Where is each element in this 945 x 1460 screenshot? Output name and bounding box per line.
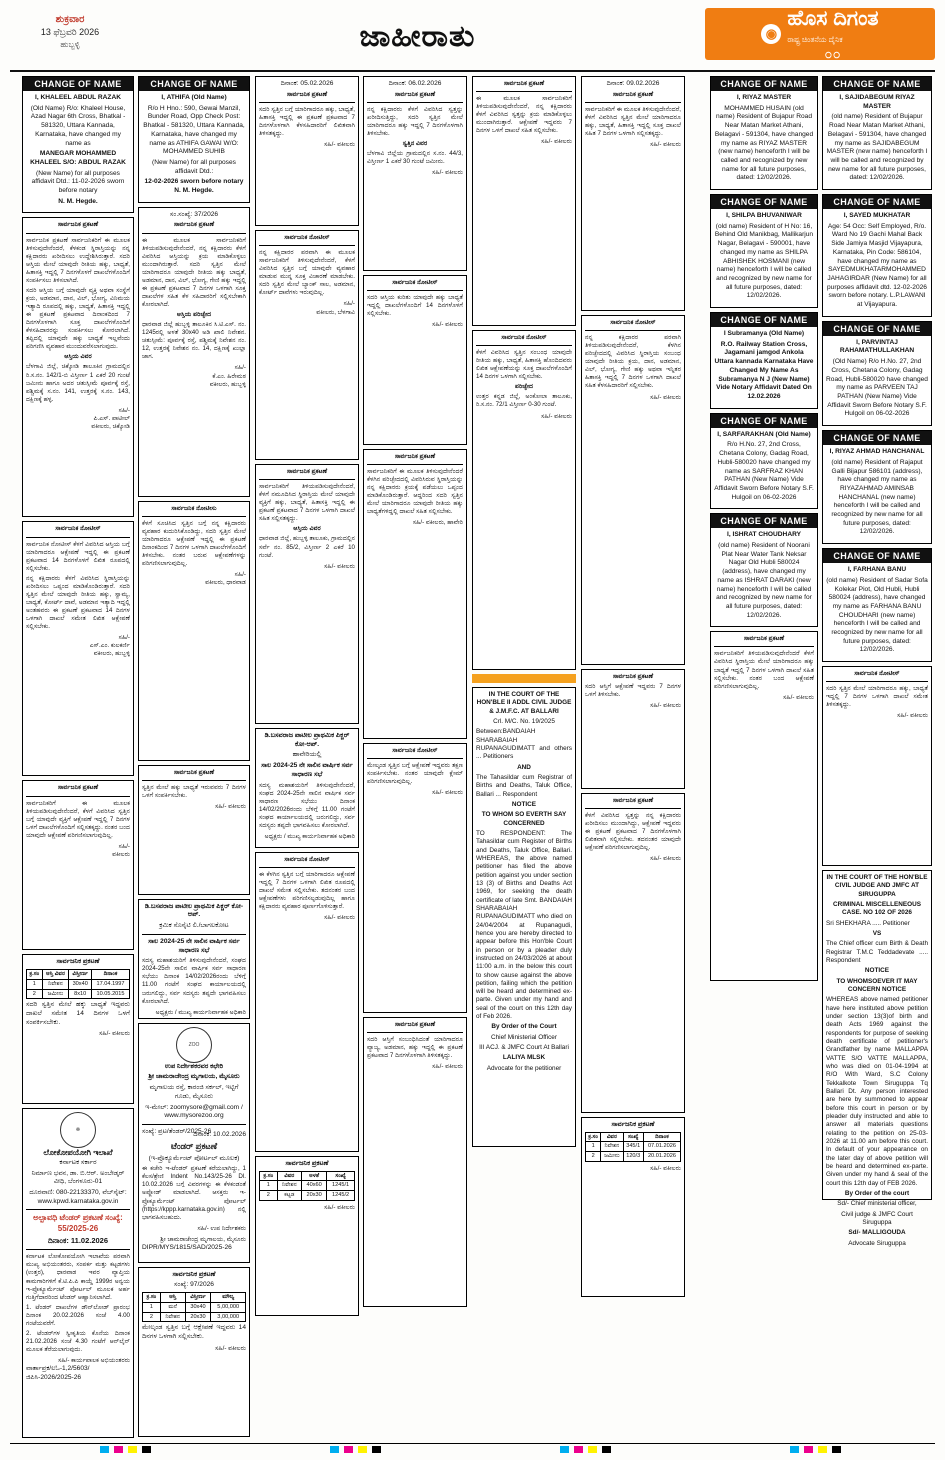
notice-title: ಸಾರ್ವಜನಿಕ ಪ್ರಕಟಣೆ	[172, 1270, 216, 1278]
agm-sign: ಅಧ್ಯಕ್ಷರು / ಮುಖ್ಯ ಕಾರ್ಯನಿರ್ವಾಹಕ ಅಧಿಕಾರಿ	[155, 1008, 246, 1016]
regmark-black	[602, 1446, 611, 1453]
notice-body: ಮೇಲ್ಕಂಡ ಸ್ವತ್ತಿನ ಬಗ್ಗೆ ಆಕ್ಷೇಪಣೆ ಇದ್ದವರು 14 ದಿನಗಳ ಒಳಗಾಗಿ ಸಲ್ಲಿಸಬೇಕು.	[142, 1324, 246, 1340]
public-notice-ad	[822, 666, 932, 866]
court-vs: VS	[872, 930, 882, 938]
kpwd-tender-ad	[22, 1108, 134, 1438]
advocate-sign: ಸಹಿ/- ವಕೀಲರು	[99, 1030, 130, 1038]
notice-body: ಸದರಿ ಆಸ್ತಿಗೆ ಆಕ್ಷೇಪಣೆ ಇದ್ದವರು 7 ದಿನಗಳ ಒಳಗೆ ತಿಳಿಸಬೇಕು.	[585, 683, 681, 699]
notice-title: ಸಾರ್ವಜನಿಕ ಪ್ರಕಟಣೆ	[57, 784, 99, 792]
advocate-sign: ಸಹಿ/- ವಕೀಲರು	[215, 1344, 246, 1352]
masthead-date: 13 ಫೆಬ್ರವರಿ 2026	[40, 26, 100, 37]
notice-title: ಸಾರ್ವಜನಿಕ ಪ್ರಕಟಣೆ	[743, 635, 785, 643]
schedule-body: ಧಾರವಾಡ ಜಿಲ್ಲೆ ಹುಬ್ಬಳ್ಳಿ ತಾಲೂಕಿನ ಸಿ.ಟಿ.ಎಸ್. ನಂ. 1245ರಲ್ಲಿ ಅಳತೆ 30x40 ಅಡಿ ಖಾಲಿ ನಿವೇಶನ. ಚತುಸ್ಸೀಮೆ: ಪೂರ್ವಕ್ಕೆ ರಸ್ತೆ, ಪಶ್ಚಿಮಕ್ಕೆ ನಿವೇಶನ ನಂ. 12, ಉತ್ತರಕ್ಕೆ ನಿವೇಶನ ನಂ. 14, ದಕ್ಷಿಣಕ್ಕೆ ಖುಲ್ಲಾ ಜಾಗ.	[142, 321, 246, 361]
ad-body: MOHAMMED HUSAIN (old name) Resident of Bujapur Road Near Matan Market Athani, Belagavi - 591304, have changed my name as RIYAZ MASTER (new name) henceforth I will be called and recognized by new name for all future purposes, dated: 12/02/2026.	[714, 104, 814, 182]
legal-notice-ad	[22, 780, 134, 950]
public-notice-ad-2	[363, 275, 467, 445]
court-case-no: Crl. M/C. No. 19/2025	[493, 717, 555, 725]
kpwd-tender-date: ದಿನಾಂಕ: 11.02.2026	[47, 1236, 109, 1246]
court-case-type: CRIMINAL MISCELLENEOUS CASE. NO 102 OF 2026	[833, 901, 921, 917]
advocate-sign: ಸಹಿ/- ವಕೀಲರು, ಧಾರವಾಡ	[205, 571, 246, 587]
regmark-yellow	[358, 1446, 367, 1453]
advocate-sign: ಸಹಿ/- ವಕೀಲರು	[650, 141, 681, 149]
notice-body: ಸಾರ್ವಜನಿಕ ನೋಟೀಸ್ ಕೆಳಗೆ ವಿವರಿಸಿದ ಆಸ್ತಿಯ ಬಗ್ಗೆ ಯಾರಿಗಾದರೂ ಆಕ್ಷೇಪಣೆ ಇದ್ದಲ್ಲಿ ಈ ಪ್ರಕಟಣೆ ಪ್ರಕಟವಾದ 14 ದಿನಗಳೊಳಗೆ ಲಿಖಿತ ರೂಪದಲ್ಲಿ ಸಲ್ಲಿಸಬೇಕು.	[26, 540, 130, 572]
zoo-address: ಮೃಗಾಲಯ ರಸ್ತೆ, ಕಾರಂಜಿ ಸರ್ಕಲ್, ಇಟ್ಟಿಗೆ ಗೂಡು, ಮೈಸೂರು	[149, 1084, 239, 1100]
masthead-edition: ಹುಬ್ಬಳ್ಳಿ	[60, 39, 80, 49]
zoo-body: ಈ ಕಚೇರಿ ಇ-ಟೆಂಡರ್ ಪ್ರಕಟಣೆ ಕರೆಯಲಾಗಿದ್ದು, 1 ಕೆಲಸ/ಶ್ರೇಣಿ Indent No.143/25-26 Dl. 10.02.2026 ಬಗ್ಗೆ ವಿವರಗಳನ್ನು ಈ ಕೆಳಕಂಡಂತೆ ಅಪ್ಲೋಡ್ ಮಾಡಲಾಗಿದೆ. ಆಸಕ್ತರು ಇ-ಪ್ರೊಕ್ಯೂರ್ಮೆಂಟ್ ಪೋರ್ಟಲ್ (https://kppp.karnataka.gov.in) ನಲ್ಲಿ ಭಾಗವಹಿಸಬಹುದು.	[142, 1165, 246, 1221]
ad-address: (Old Name) R/o: Khaleel House, Azad Nagar 6th Cross, Bhatkal - 581320, Uttara Kannada, Karnataka, have changed my name as	[30, 104, 126, 147]
advocate-sign: ಸಹಿ/- ವಕೀಲರು, ಹಾವೇರಿ	[412, 519, 463, 527]
court-parties: Between:BANDAIAH SHARABAIAH RUPANAGUDIMATT and others ... Petitioners	[476, 728, 572, 761]
ad-old-name: I, SAYED MUKHATAR	[843, 212, 911, 220]
change-of-name-ad	[822, 548, 932, 662]
court-header: IN THE COURT OF THE HON'BLE CIVIL JUDGE AND JMFC AT SIRUGUPPA	[826, 874, 928, 898]
court-signoff: By Order of the Court	[491, 1023, 557, 1031]
court-header: IN THE COURT OF THE HON'BLE II ADDL CIVIL JUDGE & J.M.F.C. AT BALLARI	[476, 691, 572, 715]
notice-ref: ದಿನಾಂಕ: 09.02.2026	[606, 80, 660, 87]
column-2	[138, 76, 250, 1441]
public-notice-ad-3	[363, 449, 467, 739]
court-notice-title: NOTICE	[864, 967, 890, 975]
ad-header: CHANGE OF NAME	[711, 77, 817, 91]
notice-body: ಈ ಮೂಲಕ ಸಾರ್ವಜನಿಕರಿಗೆ ತಿಳಿಯಪಡಿಸುವುದೇನೆಂದರೆ, ನನ್ನ ಕಕ್ಷಿದಾರರು ಕೆಳಗೆ ವಿವರಿಸಿದ ಸ್ವತ್ತನ್ನು ಕ್ರಯ ಮಾಡಿಕೊಳ್ಳಲು ಮುಂದಾಗಿರುತ್ತಾರೆ. ಆಕ್ಷೇಪಣೆ ಇದ್ದವರು 7 ದಿನಗಳ ಒಳಗೆ ದಾಖಲೆ ಸಹಿತ ಸಲ್ಲಿಸಬೇಕು.	[476, 95, 572, 135]
zoo-seal-icon: ZOO	[176, 1027, 212, 1063]
ad-header: CHANGE OF NAME	[823, 195, 931, 209]
notice-title: ಸಾರ್ವಜನಿಕ ನೋಟೀಸ್	[854, 670, 900, 678]
advocate-sign: ಸಹಿ/- ವಕೀಲರು	[324, 562, 355, 570]
court-body: TO RESPONDENT: The Tahasildar cum Register of Births and Deaths, Taluk Office, Ballari. WHEREAS, the above named petitioner has filed the above petition against you under section 13 (3) of Births and Deaths Act 1969, for seeking the death certificate of late Smt. BANDAIAH SHARABAIAH RUPANAGUDIMATT who died on 24/04/2004 at Rupanagudi, hence you are hereby directed to appear before this Hon'ble Court in person or by a pleader duly instructed on 24/03/2026 at about 11:00 a.m. in the below this court to show cause against the above petition, failing which the petition will be heard and determined ex-parte. Given under my hand and seal of the court on this 12th day of Feb 2026.	[476, 829, 572, 1021]
court-and: AND	[517, 763, 531, 771]
society-title: ಡಿ.ಬಸವರಾಜ ಪಾಟೀಲ ಪ್ರಾಥಮಿಕ ಪಿಕ್ಚರ್ ಕೋ-ಆಪ್.	[264, 732, 350, 748]
public-notice-ad-2	[138, 501, 250, 761]
kpwd-point-1: 1. ಟೆಂಡರ್ ದಾಖಲೆಗಳ ಡೌನ್‌ಲೋಡ್ ಪ್ರಾರಂಭ ದಿನಾಂಕ 20.02.2026 ಸಂಜೆ 4.00 ಗಂಟೆಯವರೆಗೆ.	[26, 1303, 130, 1327]
schedule-body: ಉತ್ತರ ಕನ್ನಡ ಜಿಲ್ಲೆ, ಅಂಕೋಲಾ ತಾಲೂಕು, ರಿ.ಸ.ನಂ. 72/1 ವಿಸ್ತೀರ್ಣ 0-30 ಗುಂಟೆ.	[476, 393, 572, 409]
court-advocate: Sd/- MALLIGOUDA	[848, 1229, 906, 1237]
column-8	[822, 76, 932, 1247]
regmark-cyan	[790, 1446, 799, 1453]
zoo-tender-subtitle: (ಇ-ಪ್ರೊಕ್ಯೂರ್ಮೆಂಟ್ ಪೋರ್ಟಲ್ ಮೂಲಕ)	[148, 1154, 240, 1162]
notice-body: ಸದರಿ ಆಸ್ತಿಗೆ ಸಂಬಂಧಿಸಿದಂತೆ ಯಾರಿಗಾದರೂ ವ್ಯಾಜ್ಯ, ಅಡಮಾನ, ಹಕ್ಕು ಇದ್ದಲ್ಲಿ ಈ ಪ್ರಕಟಣೆ ಪ್ರಕಟವಾದ 7 ದಿನಗಳೊಳಗಾಗಿ ತಿಳಿಸತಕ್ಕದ್ದು.	[367, 1036, 463, 1060]
court-sign-desg: III ACJ. & JMFC Court At Ballari	[479, 1044, 569, 1052]
ad-header: CHANGE OF NAME	[23, 77, 133, 91]
notice-title: ಸಾರ್ವಜನಿಕ ಪ್ರಕಟಣೆ	[612, 673, 654, 680]
advocate-sign: ಸಹಿ/- ಎಸ್.ಎಂ. ಕುಲಕರ್ಣಿ ವಕೀಲರು, ಹುಬ್ಬಳ್ಳಿ	[89, 634, 130, 658]
advocate-sign: ಸಹಿ/- ವಕೀಲರು	[215, 802, 246, 810]
court-sign-name: Chief Ministerial Officer	[491, 1033, 557, 1041]
ad-new-name: MANEGAR MOHAMMED KHALEEL S/O: ABDUL RAZAK	[30, 150, 126, 166]
notice-body: ಸದರಿ ಆಸ್ತಿಯ ಕುರಿತು ಯಾವುದೇ ಹಕ್ಕು ಬಾಧ್ಯತೆ ಇದ್ದಲ್ಲಿ ದಾಖಲೆಗಳೊಂದಿಗೆ 14 ದಿನಗಳೊಳಗೆ ಸಲ್ಲಿಸಬೇಕು.	[367, 294, 463, 318]
notice-body: ಸದರಿ ಸ್ವತ್ತಿನ ಮೇಲೆ ಯಾರಿಗಾದರೂ ಹಕ್ಕು, ಬಾಧ್ಯತೆ ಇದ್ದಲ್ಲಿ 7 ದಿನಗಳ ಒಳಗಾಗಿ ದಾಖಲೆ ಸಮೇತ ತಿಳಿಸತಕ್ಕದ್ದು.	[826, 685, 928, 709]
public-notice-ad	[22, 217, 134, 517]
schedule-title: ಆಸ್ತಿಯ ವಿವರ	[64, 353, 92, 361]
notice-title: ಸಾರ್ವಜನಿಕ ನೋಟೀಸ್	[392, 279, 438, 286]
public-notice-ad-2	[22, 521, 134, 776]
kpwd-gov: ಕರ್ನಾಟಕ ಸರ್ಕಾರ	[59, 1158, 97, 1166]
court-advocate-desg: Advocate for the petitioner	[486, 1064, 562, 1072]
agm-body: ಸದಸ್ಯ ಮಹಾಶಯರಿಗೆ ತಿಳಿಸುವುದೇನೆಂದರೆ, ಸಂಘದ 2024-25ನೇ ಸಾಲಿನ ವಾರ್ಷಿಕ ಸರ್ವ ಸಾಧಾರಣ ಸಭೆಯು ದಿನಾಂಕ 14/02/2026ರಂದು ಬೆಳಿಗ್ಗೆ 11.00 ಗಂಟೆಗೆ ಸಂಘದ ಕಾರ್ಯಾಲಯದಲ್ಲಿ ಜರುಗಲಿದ್ದು, ಸರ್ವ ಸದಸ್ಯರು ತಪ್ಪದೇ ಭಾಗವಹಿಸಲು ಕೋರಲಾಗಿದೆ.	[142, 957, 246, 1005]
advocate-sign: ಸಹಿ/- ಕೆ.ಎಂ. ಹಿರೇಮಠ ವಕೀಲರು, ಹುಬ್ಬಳ್ಳಿ	[209, 364, 246, 388]
public-notice-ad	[472, 76, 576, 326]
regmark-magenta	[804, 1446, 813, 1453]
kpwd-phone: ದೂರವಾಣಿ: 080-22133370, ವೆಬ್‌ಸೈಟ್: www.kpwd.karnataka.gov.in	[29, 1188, 127, 1205]
advocate-sign: ಸಹಿ/- ವಕೀಲರು	[324, 1203, 355, 1211]
kpwd-tender-no: ಅಲ್ಪಾವಧಿ ಟೆಂಡರ್ ಪ್ರಕಟಣೆ ಸಂಖ್ಯೆ: 55/2025-26	[33, 1213, 123, 1233]
schedule-body: ಬೆಳಗಾವಿ ಜಿಲ್ಲೆ, ಚಿಕ್ಕೋಡಿ ತಾಲೂಕಿನ ಗ್ರಾಮದಲ್ಲಿನ ರಿ.ಸ.ನಂ. 142/1-ಬಿ ವಿಸ್ತೀರ್ಣ 1 ಎಕರೆ 20 ಗುಂಟೆ ಜಮೀನು ಹಾಗೂ ಅದರ ಚತುಸ್ಸೀಮೆ ಪೂರ್ವಕ್ಕೆ ರಸ್ತೆ, ಪಶ್ಚಿಮಕ್ಕೆ ಸ.ನಂ. 141, ಉತ್ತರಕ್ಕೆ ಸ.ನಂ. 143, ದಕ್ಷಿಣಕ್ಕೆ ಹಳ್ಳ.	[26, 363, 130, 403]
change-of-name-ad	[822, 321, 932, 426]
property-table: ಕ್ರ.ಸಂ ವಿವರ ಸಂಖ್ಯೆ ದಿನಾಂಕ 1 ನಿವೇಶನ 345/1 07.01.2026 2 ಜಮೀನು 120/3 20.01.2026	[585, 1132, 681, 1162]
ad-body: (old name) Resident of Bujapur Road Near Matan Market Athani, Belagavi - 591304, have changed my name as SAJIDABEGUM MASTER (new name) henceforth I will be called and recognized by new name for all future purposes, dated: 12/02/2026.	[826, 113, 928, 182]
notice-title: ಸಾರ್ವಜನಿಕ ಪ್ರಕಟಣೆ	[394, 90, 436, 98]
notice-body: ಕೆಳಗೆ ವಿವರಿಸಿದ ಸ್ವತ್ತಿನ ಸಂಬಂಧ ಯಾವುದೇ ರೀತಿಯ ಹಕ್ಕು, ಬಾಧ್ಯತೆ, ಹಿತಾಸಕ್ತಿ ಹೊಂದಿದವರು ಲಿಖಿತ ಆಕ್ಷೇಪಣೆಯನ್ನು ಸೂಕ್ತ ದಾಖಲೆಗಳೊಂದಿಗೆ 14 ದಿನಗಳ ಒಳಗಾಗಿ ಸಲ್ಲಿಸಬೇಕು.	[476, 349, 572, 381]
ad-header: CHANGE OF NAME	[711, 313, 817, 327]
change-of-name-ad	[822, 76, 932, 190]
property-table-ad	[581, 1117, 685, 1297]
ad-old-name: I, SARFARAKHAN (Old Name)	[717, 430, 811, 438]
ad-body: R.O. Railway Station Cross, Jagamani jamgod Ankola Uttara kannada Karnataka Have Changed My Name As Subramanya N J (New Name) Vide Notary Affidavit Dated On 12.02.2026	[714, 340, 814, 400]
notice-title: ಸಾರ್ವಜನಿಕ ಪ್ರಕಟಣೆ	[173, 221, 215, 229]
schedule-title: ಆಸ್ತಿಯ ಪರಿಚ್ಛೇದ	[176, 311, 212, 319]
masthead	[10, 8, 935, 72]
public-notice-ad-4	[581, 793, 685, 1113]
karnataka-emblem-icon: ☸	[60, 1112, 96, 1148]
ad-header: CHANGE OF NAME	[711, 514, 817, 528]
property-table: ಕ್ರ.ಸಂ ಆಸ್ತಿ ವಿವರ ವಿಸ್ತೀರ್ಣ ದಿನಾಂಕ 1 ನಿವೇಶನ 30x40 17.04.1997 2 ಜಮೀನು 8x10 10.05.2015	[26, 969, 130, 999]
advocate-sign: ಸಹಿ/- ವಕೀಲರು	[650, 855, 681, 863]
kpwd-code: ವಾರ್ತಾಪ್ರಕ/ಲಓ-1,2/5603/ಜಿಪಿಸಿ-2026/2025-26	[26, 1365, 90, 1381]
notice-body: ಈ ಮೂಲಕ ಸಾರ್ವಜನಿಕರಿಗೆ ತಿಳಿಯಪಡಿಸುವುದೇನೆಂದರೆ, ನನ್ನ ಕಕ್ಷಿದಾರರು ಕೆಳಗೆ ವಿವರಿಸಿದ ಆಸ್ತಿಯನ್ನು ಕ್ರಯ ಮಾಡಿಕೊಳ್ಳಲು ಮುಂದಾಗಿರುತ್ತಾರೆ. ಸದರಿ ಸ್ವತ್ತಿನ ಮೇಲೆ ಯಾರಿಗಾದರೂ ಯಾವುದೇ ರೀತಿಯ ಹಕ್ಕು ಬಾಧ್ಯತೆ, ಅಡಮಾನ, ದಾನ, ವಿಲ್, ಭೋಗ್ಯ, ಗೇಣಿ ಹಕ್ಕು ಇದ್ದಲ್ಲಿ ಈ ಪ್ರಕಟಣೆ ಪ್ರಕಟವಾದ 7 ದಿನಗಳ ಒಳಗಾಗಿ ಸೂಕ್ತ ದಾಖಲೆಗಳ ಸಹಿತ ಕೆಳ ಸಹಿದಾರರಿಗೆ ಸಲ್ಲಿಸಬೇಕಾಗಿ ಕೋರಲಾಗಿದೆ.	[142, 236, 246, 308]
ad-affidavit: (New Name) for all purposes affidavit Dtd.: 11-02-2026 sworn before notary	[31, 169, 125, 195]
advocate-sign: ಸಹಿ/- ಪಿ.ಎಸ್. ಪಾಟೀಲ್ ವಕೀಲರು, ಚಿಕ್ಕೋಡಿ	[91, 406, 130, 430]
notice-title: ಸಾರ್ವಜನಿಕ ನೋಟೀಸ್	[284, 234, 330, 241]
ad-old-name: I, SHILPA BHUVANIWAR	[726, 212, 802, 220]
notice-body: ನನ್ನ ಕಕ್ಷಿದಾರರ ಪರವಾಗಿ ತಿಳಿಯಪಡಿಸುವುದೇನೆಂದರೆ, ಕೆಳಗಿನ ಪರಿಚ್ಛೇದದಲ್ಲಿ ವಿವರಿಸಿದ ಸ್ಥಿರಾಸ್ತಿಯ ಸಂಬಂಧ ಯಾವುದೇ ರೀತಿಯ ಕ್ರಯ, ದಾನ, ಅಡಮಾನ, ವಿಲ್, ಭೋಗ್ಯ, ಗೇಣಿ ಹಕ್ಕು ಅಥವಾ ಇನ್ನಿತರ ಹಿತಾಸಕ್ತಿ ಇದ್ದಲ್ಲಿ 7 ದಿನಗಳ ಒಳಗಾಗಿ ದಾಖಲೆ ಸಹಿತ ಕೆಳಸಹಿದಾರರಿಗೆ ಸಲ್ಲಿಸಬೇಕು.	[585, 334, 681, 390]
zoo-org-1: ಉಪ ನಿರ್ದೇಶಕರವರ ಕಛೇರಿ	[164, 1062, 224, 1070]
zoo-tender-ad	[138, 1023, 250, 1263]
schedule-body: ಧಾರವಾಡ ಜಿಲ್ಲೆ, ಹುಬ್ಬಳ್ಳಿ ತಾಲೂಕು, ಗ್ರಾಮದಲ್ಲಿನ ಸರ್ವೆ ನಂ. 85/2, ವಿಸ್ತೀರ್ಣ 2 ಎಕರೆ 10 ಗುಂಟೆ.	[259, 535, 355, 559]
notice-title: ಸಾರ್ವಜನಿಕ ಪ್ರಕಟಣೆ	[285, 1160, 329, 1167]
regmark-black	[142, 1446, 151, 1453]
notice-body: ಸಾರ್ವಜನಿಕರಿಗೆ ಈ ಮೂಲಕ ತಿಳಿಸುವುದೇನೆಂದರೆ, ಕೆಳಗೆ ವಿವರಿಸಿದ ಸ್ವತ್ತಿನ ಮೇಲೆ ಯಾರಿಗಾದರೂ ಹಕ್ಕು, ಬಾಧ್ಯತೆ, ಹಿತಾಸಕ್ತಿ ಇದ್ದಲ್ಲಿ ಸೂಕ್ತ ದಾಖಲೆ ಸಹಿತ 7 ದಿನಗಳ ಒಳಗಾಗಿ ಸಲ್ಲಿಸತಕ್ಕದ್ದು.	[585, 105, 681, 137]
regmark-cyan	[100, 1446, 109, 1453]
public-notice-ad-4	[255, 852, 359, 1152]
agm-title: ಸಾಲ 2024-25 ನೇ ಸಾಲಿನ ವಾರ್ಷಿಕ ಸರ್ವ ಸಾಧಾರಣ ಸಭೆ	[261, 762, 353, 778]
advocate-sign: ಸಹಿ/- ವಕೀಲರು	[541, 138, 572, 146]
advocate-sign: ಸಹಿ/- ವಕೀಲರು	[541, 412, 572, 420]
public-notice-ad	[581, 76, 685, 311]
court-notice-to: TO WHOMSOEVER IT MAY CONCERN NOTICE	[836, 977, 918, 994]
ad-old-name: I, KHALEEL ABDUL RAZAK	[35, 94, 121, 101]
ad-body: (old name) Resident of Sadar Sofa Kolekar Piot, Old Hubli, Hubli 580024 (address), have changed my name as FARHANA BANU CHOUDHARI (new name) henceforth I will be called and recognized by new name for all future purposes, dated: 12/02/2026.	[826, 576, 928, 654]
logo-subtitle: ರಾಷ್ಟ್ರ ಚಿಂತನೆಯ ದೈನಿಕ	[787, 34, 843, 44]
notice-ref: ದಿನಾಂಕ: 06.02.2026	[388, 80, 442, 87]
property-table: ಕ್ರ.ಸಂ ಆಸ್ತಿ ವಿಸ್ತೀರ್ಣ ಮೌಲ್ಯ 1 ಮನೆ 30x40 5,00,000 2 ನಿವೇಶನ 20x30 3,00,000	[142, 1292, 246, 1322]
notice-body: ಕೆಳಗೆ ವಿವರಿಸಿದ ಸ್ವತ್ತನ್ನು ನನ್ನ ಕಕ್ಷಿದಾರರು ಖರೀದಿಸಲು ಮುಂದಾಗಿದ್ದು, ಆಕ್ಷೇಪಣೆ ಇದ್ದವರು ಈ ಪ್ರಕಟಣೆ ಪ್ರಕಟವಾದ 7 ದಿನಗಳೊಳಗಾಗಿ ಲಿಖಿತವಾಗಿ ಸಲ್ಲಿಸಬೇಕು. ತದನಂತರ ಯಾವುದೇ ಆಕ್ಷೇಪಣೆ ಪರಿಗಣಿಸಲಾಗುವುದಿಲ್ಲ.	[585, 812, 681, 852]
date-block	[10, 8, 130, 50]
society-agm-ad	[255, 728, 359, 848]
change-of-name-ad	[822, 194, 932, 317]
regmark-cyan	[560, 1446, 569, 1453]
notice-title: ಸಾರ್ವಜನಿಕ ನೋಟೀಸ್	[610, 319, 656, 326]
ad-old-name: I, ISHRAT CHOUDHARY	[727, 531, 801, 539]
court-sign-1: Sd/- Chief ministerial officer,	[837, 1200, 917, 1208]
kpwd-dept: ಲೋಕೋಪಯೋಗಿ ಇಲಾಖೆ	[43, 1148, 113, 1158]
advocate-sign: ಸಹಿ/- ವಕೀಲರು	[650, 1164, 681, 1172]
ad-body: (old name) Resident of Rajaput Galli Bijapur 586101 (address), have changed my name as RIYAZAHMAD AMINSAB HANCHANAL (new name) henceforth I will be called and recognized by new name for all future purposes, dated: 12/02/2026.	[831, 458, 923, 536]
property-table-ad	[255, 1156, 359, 1316]
notice-body-extra: ಸದರಿ ಆಸ್ತಿಯ ಬಗ್ಗೆ ಯಾವುದೇ ವ್ಯಕ್ತಿ ಅಥವಾ ಸಂಸ್ಥೆಗೆ ಕ್ರಯ, ಅಡಮಾನ, ದಾನ, ವಿಲ್, ಭೋಗ್ಯ, ವಿನಿಮಯ ಇತ್ಯಾದಿ ರೂಪದಲ್ಲಿ ಹಕ್ಕು, ಬಾಧ್ಯತೆ, ಹಿತಾಸಕ್ತಿ ಇದ್ದಲ್ಲಿ ಈ ಪ್ರಕಟಣೆ ಪ್ರಕಟವಾದ ದಿನಾಂಕದಿಂದ 7 ದಿನಗಳೊಳಗಾಗಿ ಸೂಕ್ತ ದಾಖಲೆಗಳೊಂದಿಗೆ ಕೆಳಸಹಿದಾರರನ್ನು ಸಂಪರ್ಕಿಸಲು ಕೋರಲಾಗಿದೆ. ತಪ್ಪಿದಲ್ಲಿ ಯಾವುದೇ ಹಕ್ಕು ಬಾಧ್ಯತೆ ಇಲ್ಲವೆಂದು ಪರಿಗಣಿಸಿ ವ್ಯವಹಾರ ಮುಂದುವರೆಸಲಾಗುವುದು.	[26, 286, 130, 351]
change-of-name-ad	[710, 513, 818, 627]
regmark-yellow	[128, 1446, 137, 1453]
society-sub-left: ಹಾವೇರಿಯಲ್ಲಿ	[292, 751, 322, 759]
notice-body: ಸದರಿ ಸ್ವತ್ತಿನ ಮೇಲೆ ಹಕ್ಕು ಬಾಧ್ಯತೆ ಇದ್ದವರು ದಾಖಲೆ ಸಮೇತ 14 ದಿನಗಳ ಒಳಗೆ ಸಂಪರ್ಕಿಸಬೇಕು.	[26, 1001, 130, 1026]
schedule-title: ಪರಿಚ್ಛೇದ	[515, 383, 533, 391]
regmark-magenta	[114, 1446, 123, 1453]
column-3	[255, 76, 359, 1320]
column-1	[22, 76, 134, 1442]
logo-eyes: ೦೦	[824, 45, 842, 61]
notice-body: ಸಾರ್ವಜನಿಕರಿಗೆ ಈ ಮೂಲಕ ತಿಳಿಯಪಡಿಸುವುದೇನೆಂದರೆ, ಕೆಳಗೆ ವಿವರಿಸಿದ ಸ್ವತ್ತಿನ ಬಗ್ಗೆ ಯಾವುದೇ ವ್ಯಕ್ತಿಗೆ ಆಕ್ಷೇಪಣೆ ಇದ್ದಲ್ಲಿ 7 ದಿನಗಳ ಒಳಗೆ ದಾಖಲೆಗಳೊಂದಿಗೆ ಸಲ್ಲಿಸತಕ್ಕದ್ದು. ನಂತರ ಬಂದ ಯಾವುದೇ ಆಕ್ಷೇಪಣೆ ಪರಿಗಣಿಸಲಾಗುವುದಿಲ್ಲ.	[26, 799, 130, 839]
schedule-title: ಆಸ್ತಿಯ ವಿವರ	[293, 525, 321, 533]
notice-title: ಸಾರ್ವಜನಿಕ ಪ್ರಕಟಣೆ	[286, 468, 328, 475]
ad-old-name: I, PARVINTAJ RAHAMATHULLAKHAN	[839, 338, 915, 355]
orange-divider	[472, 674, 576, 683]
property-notice-ad	[138, 1267, 250, 1437]
ad-old-name: I, RIYAZ MASTER	[736, 94, 792, 101]
change-of-name-ad	[22, 76, 134, 213]
advocate-sign: ಸಹಿ/- ವಕೀಲರು, ಬೆಳಗಾವಿ	[316, 300, 355, 316]
court-notice-siruguppa	[822, 870, 932, 1247]
public-notice-ad-5	[363, 1017, 467, 1307]
zoo-tender-title: ಟೆಂಡರ್ ಪ್ರಕಟಣೆ	[170, 1141, 218, 1152]
public-notice-ad-2	[581, 315, 685, 665]
change-of-name-ad	[710, 76, 818, 190]
regmark-yellow	[818, 1446, 827, 1453]
court-respondent: The Chief officer cum Birth & Death Registrar T.M.C Teddadevate ..... Respondent	[826, 940, 928, 965]
zoo-sign-2: ಶ್ರೀ ಚಾಮರಾಜೇಂದ್ರ ಮೃಗಾಲಯ, ಮೈಸೂರು	[160, 1235, 246, 1243]
public-notice-ad-3	[581, 669, 685, 789]
notice-ref: ಸಂಖ್ಯೆ: 97/2026	[174, 1281, 214, 1289]
notice-body: ನನ್ನ ಕಕ್ಷಿದಾರರ ಪರವಾಗಿ ಈ ಮೂಲಕ ಸಾರ್ವಜನಿಕರಿಗೆ ತಿಳಿಸುವುದೇನೆಂದರೆ, ಕೆಳಗೆ ವಿವರಿಸಿದ ಸ್ವತ್ತಿನ ಬಗ್ಗೆ ಯಾವುದೇ ವ್ಯವಹಾರ ಮಾಡುವ ಮುನ್ನ ಸೂಕ್ತ ವಿಚಾರಣೆ ಮಾಡಬೇಕು. ಸದರಿ ಸ್ವತ್ತಿನ ಮೇಲೆ ಬ್ಯಾಂಕ್ ಸಾಲ, ಅಡಮಾನ, ಕೋರ್ಟ್ ದಾವೆಗಳು ಇರುವುದಿಲ್ಲ.	[259, 249, 355, 297]
masthead-day: ಶುಕ್ರವಾರ	[55, 14, 85, 25]
notice-title: ಸಾರ್ವಜನಿಕ ಪ್ರಕಟಣೆ	[612, 90, 654, 98]
footer-rule	[10, 1443, 935, 1444]
notice-title: ಸಾರ್ವಜನಿಕ ಪ್ರಕಟಣೆ	[56, 958, 100, 966]
public-notice-ad	[363, 76, 467, 271]
ad-old-name: I, SAJIDABEGUM RIYAZ MASTER	[839, 94, 915, 110]
zoo-email: ಇ-ಮೇಲ್: zoomysore@gmail.com / www.mysorezoo.org	[145, 1103, 243, 1120]
advocate-sign: ಸಹಿ/- ವಕೀಲರು	[432, 1063, 463, 1071]
notice-body: ಸಾರ್ವಜನಿಕರಿಗೆ ತಿಳಿಯಪಡಿಸುವುದೇನೆಂದರೆ, ಕೆಳಗೆ ನಮೂದಿಸಿದ ಸ್ಥಿರಾಸ್ತಿಯ ಮೇಲೆ ಯಾವುದೇ ವ್ಯಕ್ತಿಗೆ ಹಕ್ಕು, ಬಾಧ್ಯತೆ, ಹಿತಾಸಕ್ತಿ ಇದ್ದಲ್ಲಿ ಈ ಪ್ರಕಟಣೆ ಪ್ರಕಟವಾದ 7 ದಿನಗಳ ಒಳಗಾಗಿ ದಾಖಲೆ ಸಹಿತ ಸಲ್ಲಿಸತಕ್ಕದ್ದು.	[259, 483, 355, 523]
notice-body: ಈ ಕೆಳಗಿನ ಸ್ವತ್ತಿನ ಬಗ್ಗೆ ಯಾರಿಗಾದರೂ ಆಕ್ಷೇಪಣೆ ಇದ್ದಲ್ಲಿ 7 ದಿನಗಳ ಒಳಗಾಗಿ ಲಿಖಿತ ರೂಪದಲ್ಲಿ ದಾಖಲೆ ಸಮೇತ ಸಲ್ಲಿಸಬೇಕು. ತದನಂತರ ಬಂದ ಆಕ್ಷೇಪಣೆಗಳು ಪರಿಗಣಿಸಲ್ಪಡುವುದಿಲ್ಲ ಹಾಗೂ ಕಕ್ಷಿದಾರರು ವ್ಯವಹಾರ ಪೂರ್ಣಗೊಳಿಸುತ್ತಾರೆ.	[259, 871, 355, 911]
notice-body: ಸಾರ್ವಜನಿಕರಿಗೆ ತಿಳಿಯಪಡಿಸುವುದೇನೆಂದರೆ ಕೆಳಗೆ ವಿವರಿಸಿದ ಸ್ಥಿರಾಸ್ತಿಯ ಮೇಲೆ ಯಾರಿಗಾದರೂ ಹಕ್ಕು ಬಾಧ್ಯತೆ ಇದ್ದಲ್ಲಿ 7 ದಿನಗಳ ಒಳಗಾಗಿ ದಾಖಲೆ ಸಹಿತ ಸಲ್ಲಿಸಬೇಕು. ನಂತರ ಬಂದ ಆಕ್ಷೇಪಣೆ ಪರಿಗಣಿಸಲಾಗುವುದಿಲ್ಲ.	[714, 650, 814, 690]
table-notice-ad	[22, 954, 134, 1104]
ad-old-name: I, FARHANA BANU	[847, 566, 907, 574]
classified-grid	[10, 76, 935, 1431]
regmark-cyan	[330, 1446, 339, 1453]
agm-notice-title: ಸಾಲ 2024-25 ನೇ ಸಾಲಿನ ವಾರ್ಷಿಕ ಸರ್ವ ಸಾಧಾರಣ ಸಭೆ	[148, 937, 240, 954]
public-notice-ad-2	[255, 230, 359, 460]
agm-body: ಸದಸ್ಯ ಮಹಾಶಯರಿಗೆ ತಿಳಿಸುವುದೇನೆಂದರೆ, ಸಂಘದ 2024-25ನೇ ಸಾಲಿನ ವಾರ್ಷಿಕ ಸರ್ವ ಸಾಧಾರಣ ಸಭೆಯು ದಿನಾಂಕ 14/02/2026ರಂದು ಬೆಳಿಗ್ಗೆ 11.00 ಗಂಟೆಗೆ ಸಂಘದ ಕಾರ್ಯಾಲಯದಲ್ಲಿ ಜರುಗಲಿದ್ದು, ಸರ್ವ ಸದಸ್ಯರು ತಪ್ಪದೇ ಭಾಗವಹಿಸಲು ಕೋರಲಾಗಿದೆ.	[259, 781, 355, 829]
ad-old-name: I Subramanya (Old Name)	[723, 330, 805, 338]
notice-title: ಸಾರ್ವಜನಿಕ ಪ್ರಕಟಣೆ	[57, 221, 99, 229]
ad-header: CHANGE OF NAME	[711, 195, 817, 209]
advocate-sign: ಸಹಿ/- ವಕೀಲರು	[112, 842, 130, 858]
public-notice-ad	[255, 76, 359, 226]
ad-header: CHANGE OF NAME	[139, 77, 249, 91]
advocate-sign: ಸಹಿ/- ವಕೀಲರು	[324, 914, 355, 922]
regmark-yellow	[588, 1446, 597, 1453]
change-of-name-ad	[710, 312, 818, 409]
ad-old-name: I, ATHIFA (Old Name)	[161, 94, 227, 101]
court-notice-to: TO WHOM SO EVERTH SAY CONCERNED	[481, 811, 567, 827]
advocate-sign: ಸಹಿ/- ವಕೀಲರು	[432, 321, 463, 329]
regmark-magenta	[574, 1446, 583, 1453]
kpwd-sign: ಸಹಿ/- ಕಾರ್ಯಪಾಲಕ ಅಭಿಯಂತರರು	[58, 1357, 130, 1365]
public-notice-ad-2	[472, 330, 576, 670]
notice-body: ಮೇಲ್ಕಂಡ ಸ್ವತ್ತಿನ ಬಗ್ಗೆ ಆಕ್ಷೇಪಣೆ ಇದ್ದವರು ತಕ್ಷಣ ಸಂಪರ್ಕಿಸಬೇಕು. ನಂತರ ಯಾವುದೇ ಕ್ಲೇಮ್ ಪರಿಗಣಿಸಲಾಗುವುದಿಲ್ಲ.	[367, 762, 463, 786]
schedule-title: ಸ್ವತ್ತಿನ ವಿವರ	[402, 140, 428, 148]
ad-address: R/o H Hno.: 590, Gewai Manzil, Bunder Road, Opp Check Post: Bhatkal - 581320, Uttara Kannada, Karnataka, have changed my name as ATHIFA GAWAI W/O: MOHAMMED SUHIB	[143, 104, 245, 156]
court-advocate: LALIYA MLSK	[502, 1054, 546, 1062]
advocate-sign: ಸಹಿ/- ವಕೀಲರು	[650, 702, 681, 710]
ad-notary: 12-02-2026 sworn before notary N. M. Hegde.	[144, 178, 244, 195]
notice-body: ಸಾರ್ವಜನಿಕರಿಗೆ ಈ ಮೂಲಕ ತಿಳಿಸುವುದೇನೆಂದರೆ ಕೆಳಗಿನ ಪರಿಚ್ಛೇದದಲ್ಲಿ ವಿವರಿಸಿರುವ ಸ್ಥಿರಾಸ್ತಿಯನ್ನು ನನ್ನ ಕಕ್ಷಿದಾರರು ಕ್ರಯಕ್ಕೆ ಪಡೆಯಲು ಒಪ್ಪಂದ ಮಾಡಿಕೊಂಡಿರುತ್ತಾರೆ. ಆದ್ದರಿಂದ ಸದರಿ ಸ್ವತ್ತಿನ ಮೇಲೆ ಯಾರಿಗಾದರೂ ಯಾವುದೇ ರೀತಿಯ ಹಕ್ಕು ಬಾಧ್ಯತೆಗಳಿದ್ದಲ್ಲಿ ದಾಖಲೆ ಸಹಿತ ಸಲ್ಲಿಸಬೇಕು.	[367, 468, 463, 516]
agm-sign: ಅಧ್ಯಕ್ಷರು / ಮುಖ್ಯ ಕಾರ್ಯನಿರ್ವಾಹಕ ಅಧಿಕಾರಿ	[264, 832, 355, 840]
court-respondent: The Tahasildar cum Registrar of Births and Deaths, Taluk Office, Ballari ... Respondent	[476, 773, 572, 798]
court-parties: Sri SHEKHARA ..... Petitioner	[826, 919, 910, 927]
change-of-name-ad	[822, 430, 932, 544]
notice-body: ಸಾರ್ವಜನಿಕ ಪ್ರಕಟಣೆ ಸಾರ್ವಜನಿಕರಿಗೆ ಈ ಮೂಲಕ ತಿಳಿಸುವುದೇನೆಂದರೆ, ಕೆಳಕಂಡ ಸ್ಥಿರಾಸ್ತಿಯನ್ನು ನನ್ನ ಕಕ್ಷಿದಾರರು ಖರೀದಿಸಲು ಉದ್ದೇಶಿಸಿರುತ್ತಾರೆ. ಸದರಿ ಆಸ್ತಿಯ ಮೇಲೆ ಯಾವುದೇ ರೀತಿಯ ಹಕ್ಕು, ಬಾಧ್ಯತೆ, ಹಿತಾಸಕ್ತಿ ಇದ್ದಲ್ಲಿ 7 ದಿನಗಳೊಳಗೆ ದಾಖಲೆಗಳೊಂದಿಗೆ ಸಂಪರ್ಕಿಸಲು ತಿಳಿಸಲಾಗಿದೆ.	[26, 236, 130, 284]
ad-notary: N. M. Hegde.	[58, 197, 98, 205]
ad-body: (old name) Resident of H No: 16, Behind Old Manikbag, Mallikarjun Nagar, Belagavi - 590001, have changed my name as SHILPA ABHISHEK HOSMANI (new name) henceforth I will be called and recognized by new name for all future purposes, dated: 12/02/2026.	[714, 222, 814, 300]
ad-affidavit: (New Name) for all purposes affidavit Dtd.:	[152, 158, 236, 175]
ad-body: (old name) Resident of Noorani Plat Near Water Tank Neksar Nagar Old Hubli 580024 (address), have changed my name as ISHRAT DARAKI (new name) henceforth I will be called and recognized by new name for all future purposes, dated: 12/02/2026.	[716, 542, 812, 619]
notice-title: ಸಾರ್ವಜನಿಕ ಪ್ರಕಟಣೆ	[173, 768, 215, 776]
notice-title: ಸಾರ್ವಜನಿಕ ಪ್ರಕಟಣೆ	[611, 1121, 655, 1128]
regmark-magenta	[344, 1446, 353, 1453]
ad-header: CHANGE OF NAME	[711, 414, 817, 428]
change-of-name-ad	[710, 413, 818, 510]
advocate-sign: ಸಹಿ/- ವಕೀಲರು	[432, 169, 463, 177]
public-notice-ad	[138, 207, 250, 497]
notice-title: ಸಾರ್ವಜನಿಕ ಪ್ರಕಟಣೆ	[394, 453, 436, 460]
column-7	[710, 76, 818, 985]
court-body: WHEREAS above named petitioner have here instituted above petition under section 13(3)of birth and death Acts 1969 against the respondents for purpose of seeking death certificate of petitioner's Grandfather by name MALLAPPA VATTE S/O VATTE MALLAPPA, who was died on 01-04-1994 at R/O With Ward, S.C Colony Tekkalkote Town Siruguppa Tq Ballari Dt. Any person interested are here by summoned to appear before this court in person or by pleader duly instructed and able to answer all materials questions relating to the petition on 25-03-2026 at 11.00 am before this court. In default of your appearance on the later day of above petition will be heard and determined ex-parte. Given under my hand & seal of the court this 12th day of FEB 2026.	[826, 996, 928, 1187]
notice-ref: ದಿನಾಂಕ: 05.02.2026	[280, 80, 334, 87]
column-4	[363, 76, 467, 1311]
page-title: ಜಾಹೀರಾತು	[359, 20, 476, 53]
public-notice-ad	[710, 631, 818, 981]
notice-body: ಕೆಳಗೆ ಸೂಚಿಸಿದ ಸ್ವತ್ತಿನ ಬಗ್ಗೆ ನನ್ನ ಕಕ್ಷಿದಾರರು ವ್ಯವಹಾರ ಕುದುರಿಸಿಕೊಂಡಿದ್ದು, ಸದರಿ ಸ್ವತ್ತಿನ ಮೇಲೆ ಯಾರಿಗಾದರೂ ಆಕ್ಷೇಪಣೆ ಇದ್ದಲ್ಲಿ ಈ ಪ್ರಕಟಣೆ ದಿನಾಂಕದಿಂದ 7 ದಿನಗಳ ಒಳಗಾಗಿ ದಾಖಲೆಗಳೊಂದಿಗೆ ತಿಳಿಸಬೇಕು. ನಂತರ ಬರುವ ಆಕ್ಷೇಪಣೆಗಳನ್ನು ಪರಿಗಣಿಸಲಾಗುವುದಿಲ್ಲ.	[142, 519, 246, 568]
ad-body: R/o H.No. 27, 2nd Cross, Chetana Colony, Gadag Road, Hubli-580020 have changed my name as SARFRAZ KHAN PATHAN (New Name) Vide Affidavit Sworn Before Notary S.F. Hulgoil on 06-02-2026	[714, 441, 814, 501]
kpwd-address: ನಿರ್ಮಾಣ ಭವನ, ಡಾ. ಬಿ.ಆರ್. ಅಂಬೇಡ್ಕರ್ ವೀಧಿ, ಬೆಂಗಳೂರು-01	[31, 1169, 125, 1186]
change-of-name-ad	[710, 194, 818, 308]
globe-icon: ◉	[761, 24, 781, 44]
society-sub: ಕ್ರಮಿಕ ಸೊಸೈಟಿ ಲಿ./ಬಾಗಲಕೋಟ	[159, 922, 229, 930]
court-notice-title: NOTICE	[511, 800, 537, 808]
notice-title: ಸಾರ್ವಜನಿಕ ಪ್ರಕಟಣೆ	[286, 90, 328, 98]
property-table: ಕ್ರ.ಸಂ ವಿವರ ಅಳತೆ ಸಂಖ್ಯೆ 1 ನಿವೇಶನ 40x60 1245/1 2 ಕಟ್ಟಡ 20x30 1245/2	[259, 1171, 355, 1201]
advocate-sign: ಸಹಿ/- ವಕೀಲರು	[897, 712, 928, 720]
advocate-sign: ಸಹಿ/- ವಕೀಲರು	[650, 393, 681, 401]
notice-body: ಸ್ವತ್ತಿನ ಮೇಲೆ ಹಕ್ಕು ಬಾಧ್ಯತೆ ಇರುವವರು 7 ದಿನಗಳ ಒಳಗೆ ಸಂಪರ್ಕಿಸಬೇಕು.	[142, 783, 246, 799]
schedule-body: ಬೆಳಗಾವಿ ಜಿಲ್ಲೆಯ ಗ್ರಾಮದಲ್ಲಿನ ಸ.ನಂ. 44/3, ವಿಸ್ತೀರ್ಣ 1 ಎಕರೆ 30 ಗುಂಟೆ ಜಮೀನು.	[367, 150, 463, 166]
notice-title: ಸಾರ್ವಜನಿಕ ನೋಟೀಸು	[171, 504, 217, 512]
kpwd-body: ಕರ್ನಾಟಕ ಲೋಕೋಪಯೋಗಿ ಇಲಾಖೆಯ ಪರವಾಗಿ ಮುಖ್ಯ ಅಭಿಯಂತರರು, ಸಂಪರ್ಕ ಮತ್ತು ಕಟ್ಟಡಗಳು (ಉತ್ತರ), ಧಾರವಾಡ ಇವರ ವ್ಯಾಪ್ತಿಯ ಕಾಮಗಾರಿಗಳಿಗೆ ಕೆ.ಟಿ.ಪಿ.ಪಿ ಕಾಯ್ದೆ 1999ರ ಅನ್ವಯ ಇ-ಪ್ರೊಕ್ಯೂರ್ಮೆಂಟ್ ಪೋರ್ಟಲ್ ಮೂಲಕ ಅರ್ಹ ಗುತ್ತಿಗೆದಾರರಿಂದ ಟೆಂಡರ್ ಆಹ್ವಾನಿಸಲಾಗಿದೆ.	[26, 1253, 130, 1301]
ad-header: CHANGE OF NAME	[823, 322, 931, 336]
public-notice-ad-4	[363, 743, 467, 1013]
ad-body: Age: 54 Occ: Self Employed, R/o. Ward No 19 Gachi Mahal Back Side Jamiya Masjid Vijayapura, Karnataka, Pin Code: 586104, have changed my name as SAYEDMUKHATARMOHAMMED JAHAGIRDAR (New Name) for all purposes affidavit dtd. 12-02-2026 sworn before notary. L.P.LAWANI at Vijayapura.	[827, 222, 927, 309]
ad-body: (Old Name) R/o H.No. 27, 2nd Cross, Chetana Colony, Gadag Road, Hubli-580020 have changed my name as PARVEEN TAJ PATHAN (New Name) Vide Affidavit Sworn Before Notary S.F. Hulgoil on 06-02-2026	[826, 358, 928, 418]
notice-title: ಸಾರ್ವಜನಿಕ ಪ್ರಕಟಣೆ	[394, 1021, 436, 1028]
zoo-ref: ಸಂಖ್ಯೆ: ಪ್ರಟ/ತೆಂಡರ್/2025-26	[142, 1127, 212, 1135]
court-advocate-desg: Advocate Siruguppa	[848, 1239, 906, 1247]
notice-body: ನನ್ನ ಕಕ್ಷಿದಾರರು ಕೆಳಗೆ ವಿವರಿಸಿದ ಸ್ವತ್ತನ್ನು ಖರೀದಿಸುತ್ತಿದ್ದು, ಸದರಿ ಸ್ವತ್ತಿನ ಮೇಲೆ ಯಾರಿಗಾದರೂ ಹಕ್ಕು ಇದ್ದಲ್ಲಿ 7 ದಿನಗಳೊಳಗಾಗಿ ತಿಳಿಸಬೇಕು.	[367, 105, 463, 137]
society-name: ಡಿ.ಬಸವರಾಜ ಪಾಟೀಲ ಪ್ರಾಥಮಿಕ ಪಿಕ್ಚರ್ ಕೋ-ಆಪ್.	[144, 902, 244, 919]
advocate-sign: ಸಹಿ/- ವಕೀಲರು	[432, 789, 463, 797]
regmark-black	[832, 1446, 841, 1453]
notice-title: ಸಾರ್ವಜನಿಕ ನೋಟೀಸ್	[284, 856, 330, 863]
court-sign-2: Civil judge & JMFC Court Siruguppa	[841, 1210, 913, 1226]
ad-header: CHANGE OF NAME	[823, 431, 931, 445]
column-5	[472, 76, 576, 1151]
zoo-code: DIPR/MYS/1815/SAD/2025-26	[142, 1243, 232, 1251]
notice-title: ಸಾರ್ವಜನಿಕ ಪ್ರಕಟಣೆ	[612, 797, 654, 804]
regmark-black	[372, 1446, 381, 1453]
newspaper-logo	[705, 8, 935, 60]
logo-title: ಹೊಸ ದಿಗಂತ	[787, 6, 879, 30]
notice-title: ಸಾರ್ವಜನಿಕ ನೋಟೀಸ್	[55, 525, 101, 533]
notice-title: ಸಾರ್ವಜನಿಕ ಪ್ರಕಟಣೆ	[503, 80, 545, 87]
notice-ref: ಸಂ.ಸಂಖ್ಯೆ: 37/2026	[169, 210, 219, 218]
column-6	[581, 76, 685, 1301]
notice-body-extra: ನನ್ನ ಕಕ್ಷಿದಾರರು ಕೆಳಗೆ ವಿವರಿಸಿದ ಸ್ಥಿರಾಸ್ತಿಯನ್ನು ಖರೀದಿಸಲು ಒಪ್ಪಂದ ಮಾಡಿಕೊಂಡಿರುತ್ತಾರೆ. ಸದರಿ ಸ್ವತ್ತಿನ ಮೇಲೆ ಯಾವುದೇ ರೀತಿಯ ಹಕ್ಕು, ಸ್ವಾಮ್ಯ, ಬಾಧ್ಯತೆ, ಕೋರ್ಟ್ ದಾವೆ, ಅಡಮಾನ ಇತ್ಯಾದಿ ಇದ್ದಲ್ಲಿ ಅಂತಹವರು ಈ ಪ್ರಕಟಣೆ ಪ್ರಕಟವಾದ 14 ದಿನಗಳ ಒಳಗಾಗಿ ದಾಖಲೆ ಸಮೇತ ಲಿಖಿತ ಆಕ್ಷೇಪಣೆ ಸಲ್ಲಿಸಬೇಕು.	[26, 574, 130, 631]
court-notice-ballari	[472, 687, 576, 1147]
registration-marks	[0, 1446, 945, 1456]
ad-old-name: I, RIYAZ AHMAD HANCHANAL	[829, 448, 925, 456]
notice-body: ಸದರಿ ಸ್ವತ್ತಿನ ಬಗ್ಗೆ ಯಾರಿಗಾದರೂ ಹಕ್ಕು, ಬಾಧ್ಯತೆ, ಹಿತಾಸಕ್ತಿ ಇದ್ದಲ್ಲಿ ಈ ಪ್ರಕಟಣೆ ಪ್ರಕಟವಾದ 7 ದಿನಗಳೊಳಗಾಗಿ ಕೆಳಸಹಿದಾರರಿಗೆ ಲಿಖಿತವಾಗಿ ತಿಳಿಸತಕ್ಕದ್ದು.	[259, 105, 355, 137]
change-of-name-ad	[138, 76, 250, 203]
kpwd-point-2: 2. ಟೆಂಡರ್‌ಗಳ ಸ್ವೀಕೃತಿಯ ಕೊನೆಯ ದಿನಾಂಕ 21.02.2026 ಸಂಜೆ 4.30 ಗಂಟೆಗೆ ಆನ್‌ಲೈನ್ ಮೂಲಕ ತೆರೆಯಲಾಗುವುದು.	[26, 1329, 130, 1354]
notice-title: ಸಾರ್ವಜನಿಕ ನೋಟೀಸ್	[392, 747, 438, 754]
advocate-sign: ಸಹಿ/- ವಕೀಲರು	[324, 141, 355, 149]
public-notice-ad-3	[255, 464, 359, 724]
advocate-sign: ಸಹಿ/- ವಕೀಲರು	[783, 693, 814, 701]
zoo-date: ದಿನಾಂಕ: 10.02.2026	[193, 1130, 246, 1138]
notice-title: ಸಾರ್ವಜನಿಕ ನೋಟೀಸ್	[501, 334, 547, 341]
zoo-sign: ಸಹಿ/- ಉಪ ನಿರ್ದೇಶಕರು	[197, 1224, 246, 1232]
zoo-org-2: ಶ್ರೀ ಚಾಮರಾಜೇಂದ್ರ ಮೃಗಾಲಯ, ಮೈಸೂರು	[148, 1073, 240, 1081]
court-signoff: By Order of the court	[844, 1189, 910, 1197]
society-agm-ad	[138, 899, 250, 1019]
ad-header: CHANGE OF NAME	[823, 549, 931, 563]
public-notice-ad-3	[138, 765, 250, 895]
ad-header: CHANGE OF NAME	[823, 77, 931, 91]
